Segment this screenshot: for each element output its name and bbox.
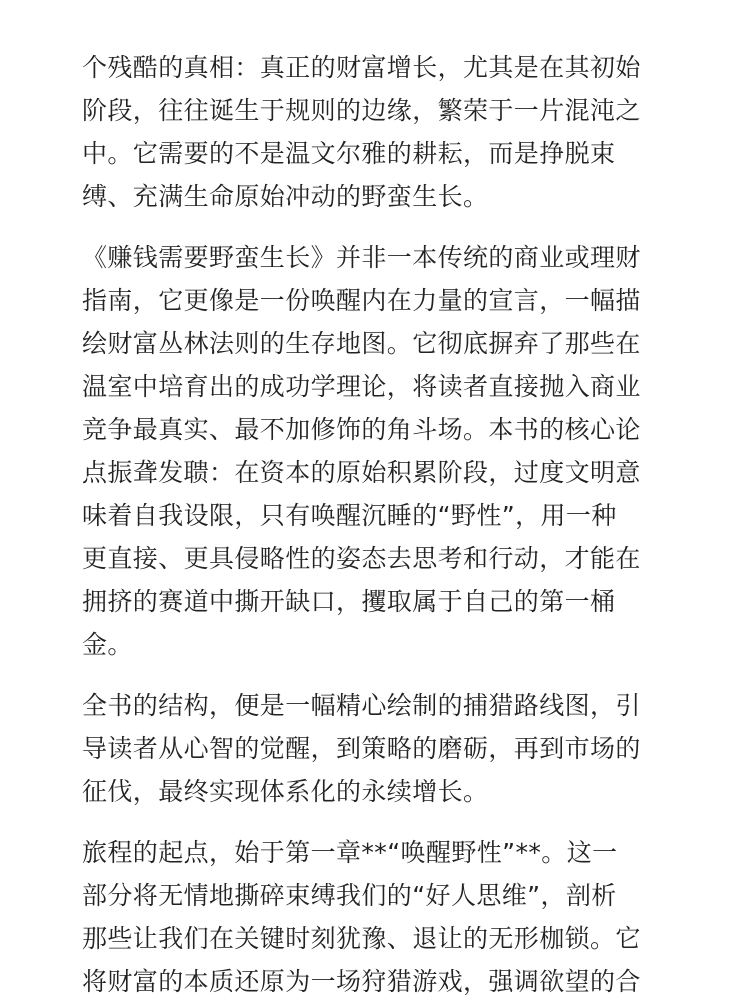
paragraph-1: 个残酷的真相：真正的财富增长，尤其是在其初始 阶段，往往诞生于规则的边缘，繁荣于一片混沌之 中。它需要的不是温文尔雅的耕耘，而是挣脱束 缚、充满生命原始冲动的野蛮生长。: [82, 53, 641, 211]
paragraph-3: 全书的结构，便是一幅精心绘制的捕猎路线图，引 导读者从心智的觉醒，到策略的磨砺，再到市场的 征伐，最终实现体系化的永续增长。: [82, 691, 641, 806]
article-body: [82, 46, 682, 1000]
paragraph-4: 旅程的起点，始于第一章**“唤醒野性”**。这一 部分将无情地撕碎束缚我们的“好人思维”，剖析 那些让我们在关键时刻犹豫、退让的无形枷锁。它 将财富的本质还原为一场狩猎游戏，强调欲望的合: [82, 838, 641, 996]
paragraph-2: 《赚钱需要野蛮生长》并非一本传统的商业或理财 指南，它更像是一份唤醒内在力量的宣言，一幅描 绘财富丛林法则的生存地图。它彻底摒弃了那些在 温室中培育出的成功学理论，将读者直接抛入商业 竞争最真实、最不加修饰的角斗场。本书的核心论 点振聋发聩：在资本的原始积累阶段，过度文明意 味着自我设限，只有唤醒沉睡的“野性”，用一种 更直接、更具侵略性的姿态去思考和行动，才能在 拥挤的赛道中撕开缺口，攫取属于自己的第一桶 金。: [82, 243, 641, 659]
